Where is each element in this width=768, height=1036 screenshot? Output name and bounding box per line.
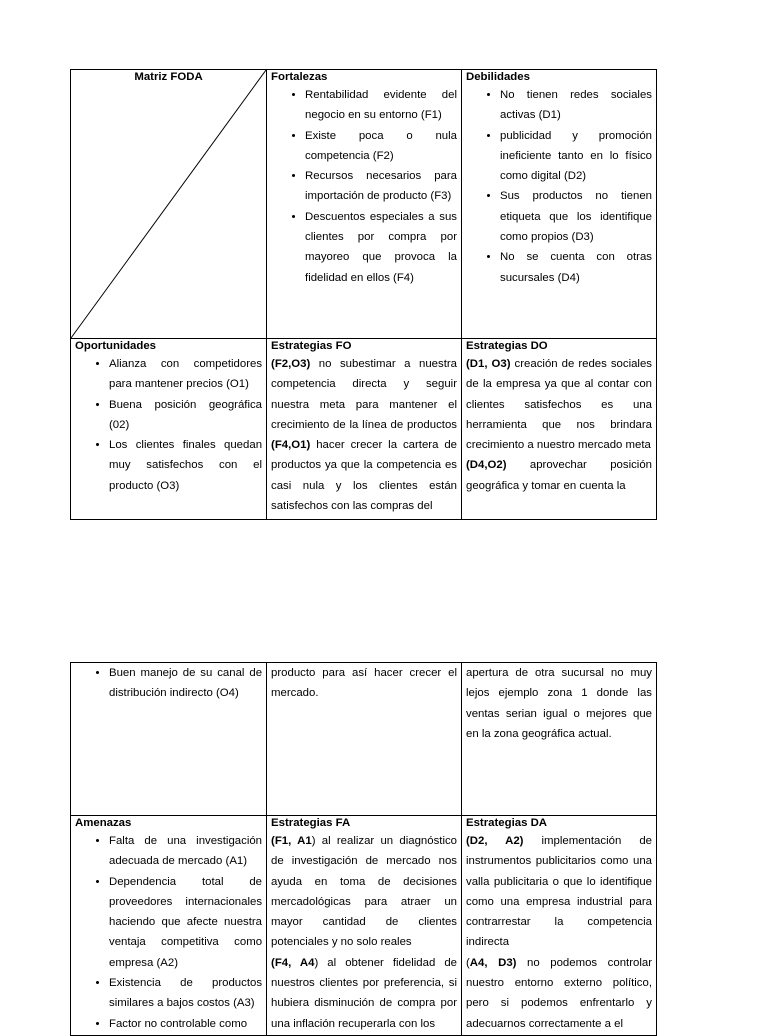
- estrategias-do-cont-text: apertura de otra sucursal no muy lejos ejemplo zona 1 donde las ventas serian igual o mejores que en la zona geográfica actual.: [466, 667, 652, 740]
- estrategias-fa-cell: [267, 816, 462, 1036]
- estrategias-da-header: Estrategias DA: [466, 817, 548, 829]
- estrategias-fo-cont-text: producto para así hacer crecer el mercado.: [271, 667, 457, 700]
- estrategias-da-text-1: (D2, A2) implementación de instrumentos publicitarios como una valla publicitaria o que lo identifique como una empresa industrial para contrarrestar la competencia indirecta: [466, 835, 652, 949]
- oportunidades-cont-list: [75, 663, 262, 704]
- amenazas-cell: [71, 816, 267, 1036]
- list-item: • Factor no controlable como: [109, 1014, 262, 1034]
- amenazas-header: Amenazas: [75, 817, 132, 829]
- estrategias-fo-cont-cell: [267, 663, 462, 816]
- debilidades-list: [466, 85, 652, 288]
- fortalezas-cell: [267, 70, 462, 339]
- estrategias-fa-text-1: (F1, A1) al realizar un diagnóstico de investigación de mercado nos ayuda en toma de decisiones mercadológicas para atraer un mayor cantidad de clientes potenciales y no solo reales: [271, 835, 458, 949]
- matrix-title-cell: [71, 70, 267, 339]
- foda-table-part2: [70, 662, 657, 1036]
- list-item: • Los clientes finales quedan muy satisfechos con el producto (O3): [109, 435, 262, 496]
- estrategias-da-text-2: (A4, D3) no podemos controlar nuestro entorno externo político, pero si podemos enfrentarlo y adecuarnos correctamente a el: [466, 956, 652, 1030]
- estrategias-do-text-2: (D4,O2) aprovechar posición geográfica y tomar en cuenta la: [466, 459, 652, 492]
- estrategias-fo-cell: [267, 339, 462, 520]
- list-item: • publicidad y promoción ineficiente tanto en lo físico como digital (D2): [500, 126, 652, 187]
- estrategias-do-header: Estrategias DO: [466, 340, 548, 352]
- list-item: • Alianza con competidores para mantener precios (O1): [109, 354, 262, 395]
- debilidades-cell: [462, 70, 657, 339]
- diagonal-line: [71, 70, 266, 338]
- estrategias-fo-text: (F2,O3) no subestimar a nuestra competencia directa y seguir nuestra meta para mantener el crecimiento de la línea de productos (F4,O1) hacer crecer la cartera de productos ya que la competencia es casi nula y los clientes están satisfechos con las compras del: [271, 358, 457, 513]
- list-item: • No se cuenta con otras sucursales (D4): [500, 247, 652, 288]
- list-item: • Descuentos especiales a sus clientes por compra por mayoreo que provoca la fidelidad en ellos (F4): [305, 207, 457, 288]
- list-item: • No tienen redes sociales activas (D1): [500, 85, 652, 126]
- estrategias-fa-header: Estrategias FA: [271, 817, 351, 829]
- estrategias-do-text-1: (D1, O3) creación de redes sociales de la empresa ya que al contar con clientes satisfechos es una herramienta que nos brindara crecimiento a nuestro mercado meta: [466, 358, 652, 452]
- estrategias-do-cont-cell: [462, 663, 657, 816]
- list-item: • Sus productos no tienen etiqueta que los identifique como propios (D3): [500, 186, 652, 247]
- estrategias-da-cell: [462, 816, 657, 1036]
- list-item: • Falta de una investigación adecuada de mercado (A1): [109, 831, 262, 872]
- amenazas-list: [75, 831, 262, 1034]
- list-item: • Existencia de productos similares a bajos costos (A3): [109, 973, 262, 1014]
- oportunidades-header: Oportunidades: [75, 340, 157, 352]
- fortalezas-list: [271, 85, 457, 288]
- oportunidades-cont-cell: [71, 663, 267, 816]
- list-item: • Buena posición geográfica (02): [109, 395, 262, 436]
- foda-table-part1: [70, 69, 657, 520]
- list-item: • Buen manejo de su canal de distribución indirecto (O4): [109, 663, 262, 704]
- list-item: • Dependencia total de proveedores internacionales haciendo que afecte nuestra ventaja competitiva como empresa (A2): [109, 872, 262, 973]
- debilidades-header: Debilidades: [466, 71, 530, 83]
- list-item: • Recursos necesarios para importación de producto (F3): [305, 166, 457, 207]
- matrix-title: Matriz FODA: [134, 71, 203, 83]
- oportunidades-list: [75, 354, 262, 496]
- fortalezas-header: Fortalezas: [271, 71, 328, 83]
- list-item: • Rentabilidad evidente del negocio en su entorno (F1): [305, 85, 457, 126]
- list-item: • Existe poca o nula competencia (F2): [305, 126, 457, 167]
- estrategias-fo-header: Estrategias FO: [271, 340, 352, 352]
- estrategias-do-cell: [462, 339, 657, 520]
- estrategias-fa-text-2: (F4, A4) al obtener fidelidad de nuestros clientes por preferencia, si hubiera disminución de compra por una inflación recuperarla con los: [271, 956, 457, 1030]
- oportunidades-cell: [71, 339, 267, 520]
